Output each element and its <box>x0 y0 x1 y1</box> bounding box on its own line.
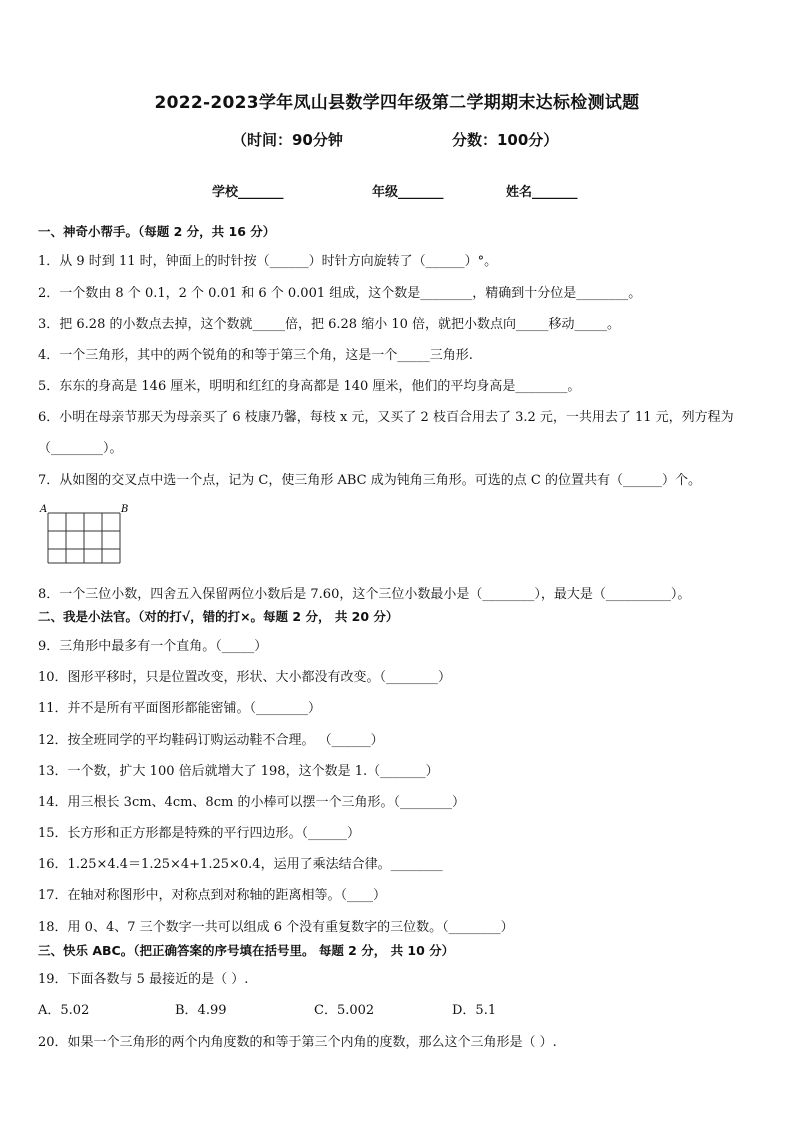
q7-grid-figure <box>38 503 138 567</box>
q19-option-b: B．4.99 <box>175 1003 227 1018</box>
q19-option-a: A．5.02 <box>38 1003 90 1018</box>
exam-time: （时间：90分钟 <box>232 131 343 149</box>
question-6-line-1: 6．小明在母亲节那天为母亲买了 6 枝康乃馨，每枝 x 元，又买了 2 枝百合用去了 3.2 元，一共用去了 11 元，列方程为 <box>38 410 734 425</box>
grade-field: 年级_______ <box>372 185 444 200</box>
question-2: 2．一个数由 8 个 0.1，2 个 0.01 和 6 个 0.001 组成，这个数是________，精确到十分位是________。 <box>38 286 642 301</box>
section-1-heading: 一、神奇小帮手。（每题 2 分，共 16 分） <box>38 224 276 239</box>
question-19: 19．下面各数与 5 最接近的是（ ）. <box>38 972 249 987</box>
question-16: 16．1.25×4.4＝1.25×4+1.25×0.4，运用了乘法结合律。________ <box>38 857 443 872</box>
question-14: 14．用三根长 3cm、4cm、8cm 的小棒可以摆一个三角形。（________） <box>38 795 465 810</box>
exam-score: 分数：100分） <box>452 131 559 149</box>
question-18: 18．用 0、4、7 三个数字一共可以组成 6 个没有重复数字的三位数。（________） <box>38 920 514 935</box>
question-9: 9．三角形中最多有一个直角。（_____） <box>38 639 268 654</box>
question-11: 11．并不是所有平面图形都能密铺。（________） <box>38 701 322 716</box>
name-field: 姓名_______ <box>506 185 578 200</box>
question-4: 4．一个三角形，其中的两个锐角的和等于第三个角，这是一个_____三角形. <box>38 348 473 363</box>
exam-title: 2022-2023学年凤山县数学四年级第二学期期末达标检测试题 <box>154 93 640 113</box>
question-15: 15．长方形和正方形都是特殊的平行四边形。（______） <box>38 826 361 841</box>
question-5: 5．东东的身高是 146 厘米，明明和红红的身高都是 140 厘米，他们的平均身高是________。 <box>38 379 581 394</box>
question-3: 3．把 6.28 的小数点去掉，这个数就_____倍，把 6.28 缩小 10 倍，就把小数点向_____移动_____。 <box>38 317 620 332</box>
point-a-label: A <box>40 504 48 515</box>
question-12: 12．按全班同学的平均鞋码订购运动鞋不合理。 （______） <box>38 733 384 748</box>
question-10: 10．图形平移时，只是位置改变，形状、大小都没有改变。（________） <box>38 670 452 685</box>
q19-option-c: C．5.002 <box>314 1003 375 1018</box>
question-7: 7．从如图的交叉点中选一个点，记为 C，使三角形 ABC 成为钝角三角形。可选的点 C 的位置共有（______）个。 <box>38 473 701 488</box>
question-6-line-2: （________）。 <box>38 441 123 456</box>
q19-option-d: D．5.1 <box>452 1003 497 1018</box>
school-field: 学校_______ <box>212 185 284 200</box>
point-b-label: B <box>121 504 129 515</box>
question-20: 20．如果一个三角形的两个内角度数的和等于第三个内角的度数，那么这个三角形是（ ）. <box>38 1035 557 1050</box>
section-2-heading: 二、我是小法官。（对的打√，错的打×。每题 2 分， 共 20 分） <box>38 609 399 624</box>
question-8: 8．一个三位小数，四舍五入保留两位小数后是 7.60，这个三位小数最小是（________），最大是（__________）。 <box>38 587 691 602</box>
section-3-heading: 三、快乐 ABC。（把正确答案的序号填在括号里。 每题 2 分， 共 10 分） <box>38 943 455 958</box>
question-17: 17．在轴对称图形中，对称点到对称轴的距离相等。（____） <box>38 888 387 903</box>
question-13: 13．一个数，扩大 100 倍后就增大了 198，这个数是 1.（_______） <box>38 764 439 779</box>
question-1: 1．从 9 时到 11 时，钟面上的时针按（______）时针方向旋转了（______）°。 <box>38 254 498 269</box>
